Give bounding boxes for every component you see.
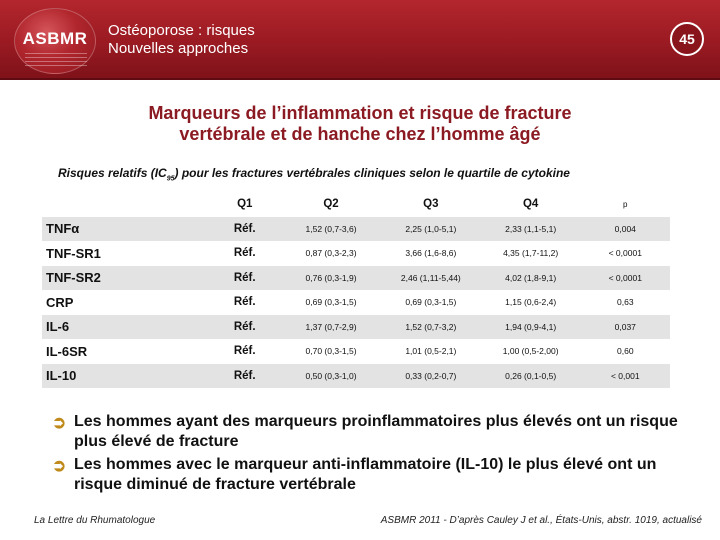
conclusion-item [52, 455, 692, 495]
table-row [42, 217, 670, 242]
conclusion-text: Les hommes avec le marqueur anti-inflammatoire (IL-10) le plus élevé ont un risque diminué de fracture vertébrale [74, 456, 657, 493]
table-caption [58, 166, 678, 182]
header-q3: Q3 [423, 198, 439, 211]
cell-q3: 2,25 (1,0-5,1) [381, 217, 481, 242]
cell-p: < 0,001 [581, 364, 670, 389]
table-row [42, 266, 670, 291]
cell-q3: 1,52 (0,7-3,2) [381, 315, 481, 340]
header-q1: Q1 [237, 198, 253, 211]
cell-q2: 0,76 (0,3-1,9) [281, 266, 381, 291]
cell-q4: 1,15 (0,6-2,4) [481, 290, 581, 315]
cell-q2: 0,50 (0,3-1,0) [281, 364, 381, 389]
cell-p: 0,037 [581, 315, 670, 340]
risk-table [42, 192, 670, 388]
cell-q2: 0,70 (0,3-1,5) [281, 339, 381, 364]
caption-part2: ) pour les fractures vertébrales cliniques selon le quartile de cytokine [174, 166, 570, 180]
cell-q1: Réf. [208, 290, 281, 315]
caption-subscript: 95 [166, 175, 175, 183]
header-title [108, 22, 255, 58]
cell-p: 0,60 [581, 339, 670, 364]
cell-p: < 0,0001 [581, 241, 670, 266]
arrow-right-curved-icon: ➲ [52, 413, 67, 432]
cell-q3: 1,01 (0,5-2,1) [381, 339, 481, 364]
table-row [42, 290, 670, 315]
conclusion-list [52, 412, 692, 498]
table-row [42, 241, 670, 266]
cell-q2: 0,87 (0,3-2,3) [281, 241, 381, 266]
cell-p: 0,63 [581, 290, 670, 315]
footer-source: ASBMR 2011 - D’après Cauley J et al., États-Unis, abstr. 1019, actualisé [380, 515, 702, 526]
cell-q3: 0,69 (0,3-1,5) [381, 290, 481, 315]
logo-text: ASBMR [22, 29, 88, 48]
slide-title-line2: vertébrale et de hanche chez l’homme âgé [179, 124, 541, 144]
table-row [42, 364, 670, 389]
cell-q4: 0,26 (0,1-0,5) [481, 364, 581, 389]
row-marker: IL-6 [42, 315, 208, 340]
table-row [42, 315, 670, 340]
slide-title-line1: Marqueurs de l’inflammation et risque de fracture [148, 103, 572, 123]
cell-q4: 4,02 (1,8-9,1) [481, 266, 581, 291]
row-marker: CRP [42, 290, 208, 315]
cell-q4: 1,00 (0,5-2,00) [481, 339, 581, 364]
cell-q1: Réf. [208, 266, 281, 291]
row-marker: IL-10 [42, 364, 208, 389]
header-p: p [623, 199, 628, 209]
cell-q4: 2,33 (1,1-5,1) [481, 217, 581, 242]
cell-q2: 1,52 (0,7-3,6) [281, 217, 381, 242]
arrow-right-curved-icon: ➲ [52, 456, 67, 475]
header-title-line1: Ostéoporose : risques [108, 22, 255, 39]
cell-q1: Réf. [208, 241, 281, 266]
footer-journal: La Lettre du Rhumatologue [34, 515, 156, 526]
row-marker: TNF-SR2 [42, 266, 208, 291]
slide-title [0, 103, 720, 145]
conclusion-item [52, 412, 692, 452]
cell-p: 0,004 [581, 217, 670, 242]
cell-q1: Réf. [208, 315, 281, 340]
cell-q1: Réf. [208, 339, 281, 364]
asbmr-logo [14, 8, 96, 74]
table-header-row [42, 192, 670, 217]
header-title-line2: Nouvelles approches [108, 40, 249, 57]
cell-q3: 2,46 (1,11-5,44) [381, 266, 481, 291]
page-number-badge: 45 [670, 22, 704, 56]
header-q4: Q4 [522, 198, 539, 211]
cell-q2: 1,37 (0,7-2,9) [281, 315, 381, 340]
cell-q4: 1,94 (0,9-4,1) [481, 315, 581, 340]
cell-q4: 4,35 (1,7-11,2) [481, 241, 581, 266]
conclusion-text: Les hommes ayant des marqueurs proinflammatoires plus élevés ont un risque plus élevé de fracture [74, 413, 678, 450]
header-bar [0, 0, 720, 80]
cell-q2: 0,69 (0,3-1,5) [281, 290, 381, 315]
logo-tagline-graphic [25, 53, 87, 67]
cell-q3: 3,66 (1,6-8,6) [381, 241, 481, 266]
cell-p: < 0,0001 [581, 266, 670, 291]
row-marker: TNF-SR1 [42, 241, 208, 266]
cell-q1: Réf. [208, 364, 281, 389]
cell-q3: 0,33 (0,2-0,7) [381, 364, 481, 389]
caption-part1: Risques relatifs (IC [58, 166, 167, 180]
header-blank-cell [42, 192, 208, 217]
table-row [42, 339, 670, 364]
row-marker: IL-6SR [42, 339, 208, 364]
row-marker: TNFα [42, 217, 208, 242]
header-q2: Q2 [323, 198, 339, 211]
cell-q1: Réf. [208, 217, 281, 242]
